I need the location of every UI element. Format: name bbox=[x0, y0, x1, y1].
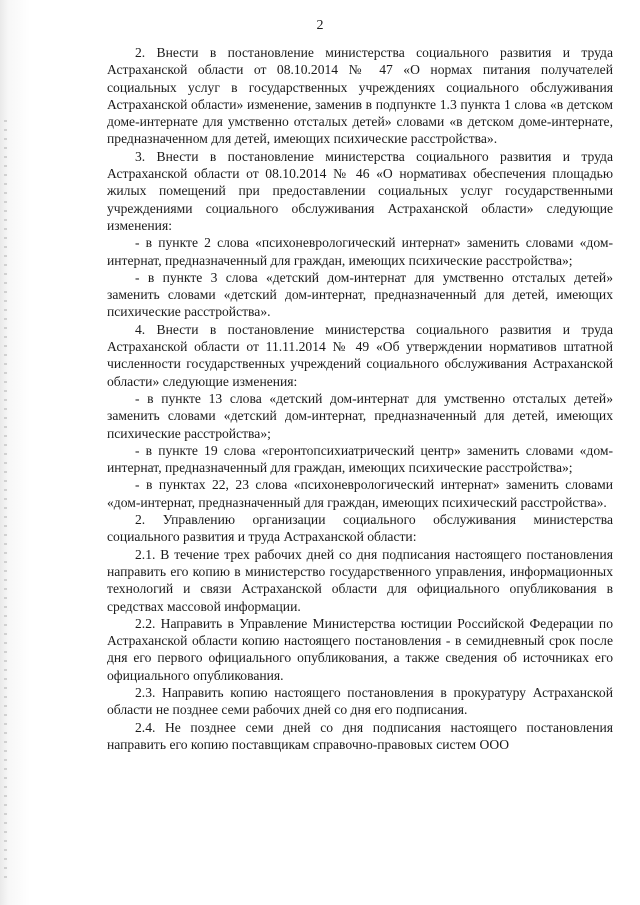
scan-edge-artifacts bbox=[4, 120, 7, 880]
paragraph-2-2: 2.2. Направить в Управление Министерства юстиции Российской Федерации по Астраханской области копию настоящего постановления - в семидневный срок после дня его первого официального опубликования, а также сведения об источниках его официального опубликования. bbox=[107, 615, 613, 683]
page-number: 2 bbox=[316, 18, 324, 33]
paragraph-section-2-intro: 2. Управлению организации социального обслуживания министерства социального развития и труда Астраханской области: bbox=[107, 512, 613, 545]
document-body bbox=[107, 44, 613, 753]
paragraph-2-1: 2.1. В течение трех рабочих дней со дня подписания настоящего постановления направить его копию в министерство государственного управления, информационных технологий и связи Астраханской области для официального опубликования в средствах массовой информации. bbox=[107, 546, 613, 614]
paragraph-item-3-housing-norms: 3. Внести в постановление министерства социального развития и труда Астраханской области от 08.10.2014 № 46 «О нормативах обеспечения площадью жилых помещений при предоставлении социальных услуг государственными учреждениями социального обслуживания Астраханской области» следующие изменения: bbox=[107, 148, 613, 233]
paragraph-item-4-clause-13: - в пункте 13 слова «детский дом-интернат для умственно отсталых детей» заменить словами «детский дом-интернат, предназначенный для детей, имеющих психические расстройства»; bbox=[107, 390, 613, 441]
paragraph-item-2-nutrition-norms: 2. Внести в постановление министерства социального развития и труда Астраханской области от 08.10.2014 № 47 «О нормах питания получателей социальных услуг в государственных учреждениях социального обслуживания Астраханской области» изменение, заменив в подпункте 1.3 пункта 1 слова «в детском доме-интернате для умственно отсталых детей» словами «в детском доме-интернате, предназначенном для детей, имеющих психические расстройства». bbox=[107, 45, 613, 147]
paragraph-item-3-clause-2: - в пункте 2 слова «психоневрологический интернат» заменить словами «дом-интернат, предназначенный для граждан, имеющих психические расстройства»; bbox=[107, 235, 613, 268]
paragraph-item-3-clause-3: - в пункте 3 слова «детский дом-интернат для умственно отсталых детей» заменить словами «детский дом-интернат, предназначенный для детей, имеющих психические расстройства». bbox=[107, 269, 613, 320]
paragraph-item-4-staffing-norms: 4. Внести в постановление министерства социального развития и труда Астраханской области от 11.11.2014 № 49 «Об утверждении нормативов штатной численности государственных учреждений социального обслуживания Астраханской области» следующие изменения: bbox=[107, 321, 613, 389]
paragraph-item-4-clauses-22-23: - в пунктах 22, 23 слова «психоневрологический интернат» заменить словами «дом-интернат, предназначенный для граждан, имеющих психический расстройства». bbox=[107, 477, 613, 510]
paragraph-item-4-clause-19: - в пункте 19 слова «геронтопсихиатрический центр» заменить словами «дом-интернат, предназначенный для граждан, имеющих психические расстройства»; bbox=[107, 442, 613, 476]
paragraph-2-3: 2.3. Направить копию настоящего постановления в прокуратуру Астраханской области не позднее семи рабочих дней со дня его подписания. bbox=[107, 684, 613, 718]
paragraph-2-4: 2.4. Не позднее семи дней со дня подписания настоящего постановления направить его копию поставщикам справочно-правовых систем ООО bbox=[107, 719, 613, 752]
